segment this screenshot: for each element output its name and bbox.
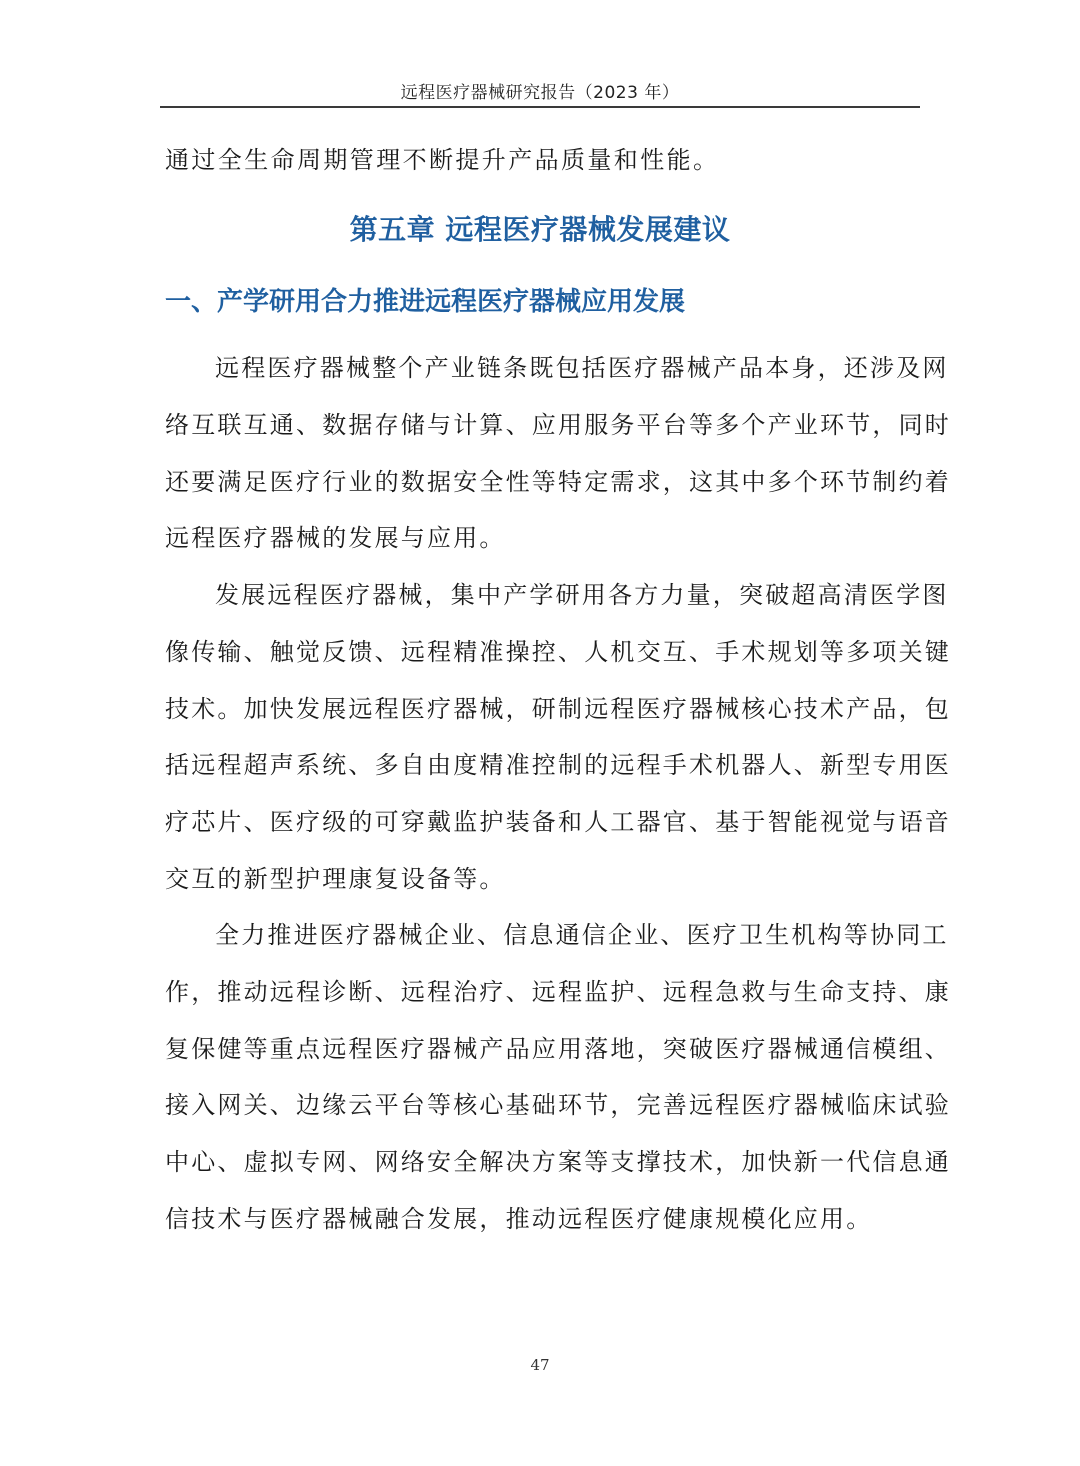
paragraph-line: 接入网关、边缘云平台等核心基础环节，完善远程医疗器械临床试验 bbox=[165, 1091, 951, 1120]
paragraph-line: 信技术与医疗器械融合发展，推动远程医疗健康规模化应用。 bbox=[165, 1204, 873, 1233]
paragraph-line: 交互的新型护理康复设备等。 bbox=[165, 864, 506, 893]
body-paragraph-1 bbox=[165, 340, 951, 567]
paragraph-line: 括远程超声系统、多自由度精准控制的远程手术机器人、新型专用医 bbox=[165, 751, 951, 780]
paragraph-line: 作，推动远程诊断、远程治疗、远程监护、远程急救与生命支持、康 bbox=[165, 977, 951, 1006]
paragraph-line: 技术。加快发展远程医疗器械，研制远程医疗器械核心技术产品，包 bbox=[165, 694, 951, 723]
section-heading: 一、产学研用合力推进远程医疗器械应用发展 bbox=[165, 287, 686, 317]
paragraph-line: 全力推进医疗器械企业、信息通信企业、医疗卫生机构等协同工 bbox=[215, 921, 949, 949]
paragraph-line: 复保健等重点远程医疗器械产品应用落地，突破医疗器械通信模组、 bbox=[165, 1034, 951, 1063]
chapter-title: 第五章 远程医疗器械发展建议 bbox=[349, 213, 731, 246]
paragraph-line: 还要满足医疗行业的数据安全性等特定需求，这其中多个环节制约着 bbox=[165, 467, 951, 496]
paragraph-line: 像传输、触觉反馈、远程精准操控、人机交互、手术规划等多项关键 bbox=[165, 637, 951, 666]
page-number: 47 bbox=[530, 1356, 550, 1374]
paragraph-line: 络互联互通、数据存储与计算、应用服务平台等多个产业环节，同时 bbox=[165, 410, 951, 439]
paragraph-line: 远程医疗器械的发展与应用。 bbox=[165, 524, 506, 553]
paragraph-line: 中心、虚拟专网、网络安全解决方案等支撑技术，加快新一代信息通 bbox=[165, 1148, 951, 1177]
paragraph-line: 发展远程医疗器械，集中产学研用各方力量，突破超高清医学图 bbox=[215, 581, 949, 609]
running-header-title: 远程医疗器械研究报告（2023 年） bbox=[400, 83, 680, 103]
paragraph-line: 疗芯片、医疗级的可穿戴监护装备和人工器官、基于智能视觉与语音 bbox=[165, 808, 951, 837]
header-divider bbox=[160, 106, 920, 108]
continued-paragraph-line: 通过全生命周期管理不断提升产品质量和性能。 bbox=[165, 146, 720, 174]
body-paragraph-2 bbox=[165, 567, 951, 908]
body-paragraph-3 bbox=[165, 907, 951, 1248]
paragraph-line: 远程医疗器械整个产业链条既包括医疗器械产品本身，还涉及网 bbox=[215, 354, 949, 382]
